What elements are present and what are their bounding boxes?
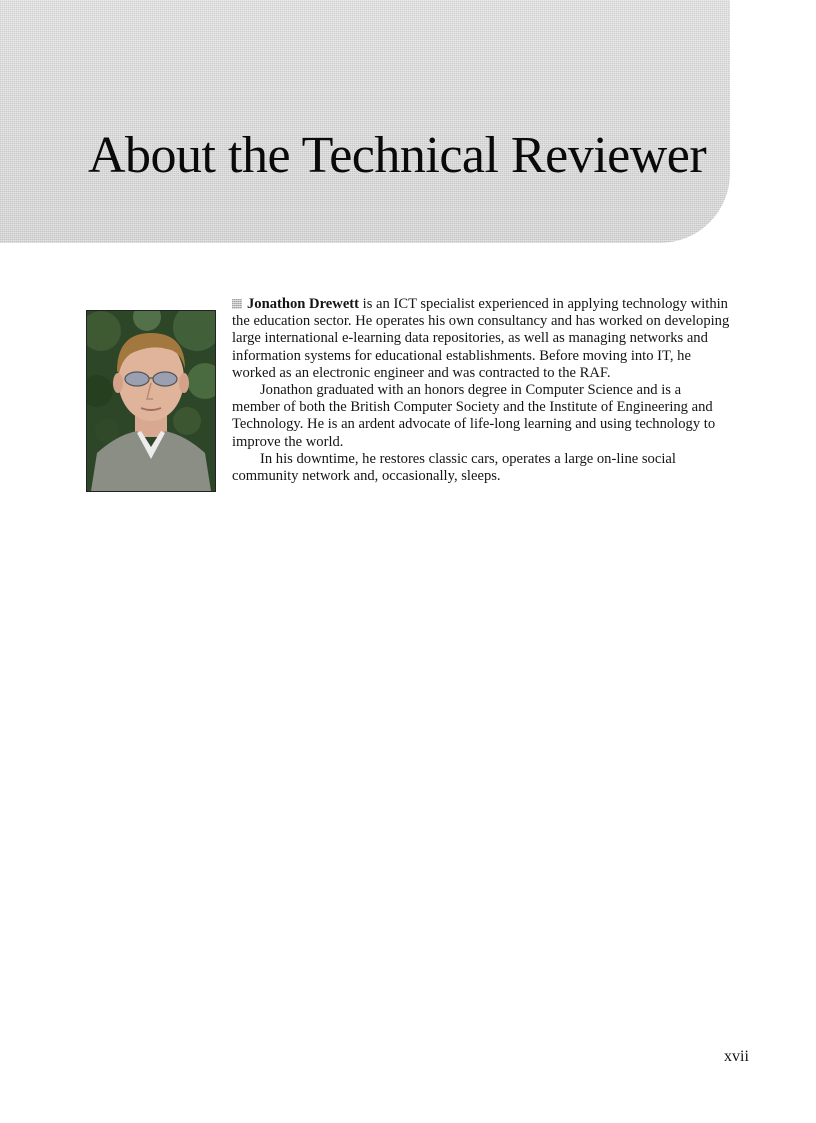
- reviewer-bio: [232, 296, 732, 485]
- page-number: xvii: [724, 1048, 749, 1065]
- bio-paragraph-3: In his downtime, he restores classic cars, operates a large on-line social community network and, occasionally, sleeps.: [232, 450, 676, 485]
- chapter-title: About the Technical Reviewer: [88, 127, 707, 184]
- reviewer-portrait-photo: [86, 310, 216, 492]
- bio-paragraph-1-text: is an ICT specialist experienced in applying technology within the education sector. He operates his own consultancy and has worked on developing large international e-learning data repositories, as well as managing networks and information systems for educational establishments. Before moving into IT, he worked as an electronic engineer and was contracted to the RAF.: [232, 296, 730, 381]
- reviewer-name: Jonathon Drewett: [247, 296, 360, 312]
- bio-paragraph-1: [232, 296, 732, 382]
- bio-paragraph-2: Jonathon graduated with an honors degree in Computer Science and is a member of both the British Computer Society and the Institute of Engineering and Technology. He is an ardent advocate of life-long learning and using technology to improve the world.: [232, 382, 716, 450]
- bullet-square-icon: [232, 299, 242, 309]
- chapter-header-band: [0, 0, 730, 243]
